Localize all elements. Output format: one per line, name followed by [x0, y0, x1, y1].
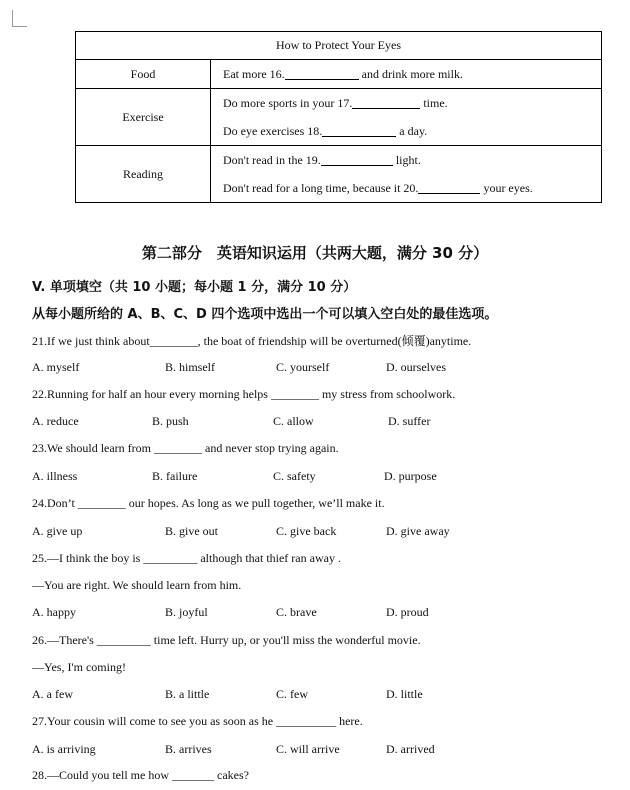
- option-d[interactable]: D. give away: [386, 524, 450, 538]
- question-reply: —Yes, I'm coming!: [32, 660, 126, 674]
- option-d[interactable]: D. suffer: [388, 414, 431, 428]
- question-stem: 23.We should learn from ________ and never stop trying again.: [32, 441, 339, 455]
- table-title-row: [76, 32, 602, 60]
- option-c[interactable]: C. will arrive: [276, 742, 340, 756]
- question-stem: 22.Running for half an hour every morning helps ________ my stress from schoolwork.: [32, 387, 456, 401]
- option-d[interactable]: D. ourselves: [386, 360, 446, 374]
- table-content: [211, 146, 602, 203]
- answer-blank: [285, 66, 359, 80]
- option-c[interactable]: C. yourself: [276, 360, 330, 374]
- table-line: Don't read for a long time, because it 20. your eyes.: [223, 181, 533, 195]
- protect-eyes-table: [75, 31, 602, 203]
- question-stem: 25.—I think the boy is _________ although that thief ran away .: [32, 551, 341, 565]
- option-a[interactable]: A. illness: [32, 469, 78, 483]
- table-row-exercise: [76, 89, 602, 146]
- option-a[interactable]: A. reduce: [32, 414, 79, 428]
- question-stem: 24.Don’t ________ our hopes. As long as we pull together, we’ll make it.: [32, 496, 385, 510]
- option-a[interactable]: A. a few: [32, 687, 73, 701]
- option-c[interactable]: C. give back: [276, 524, 337, 538]
- section-title: 第二部分 英语知识运用（共两大题，满分 30 分）: [141, 244, 489, 262]
- option-b[interactable]: B. give out: [165, 524, 218, 538]
- table-category: Reading: [76, 146, 211, 203]
- table-category: Exercise: [76, 89, 211, 146]
- option-b[interactable]: B. push: [152, 414, 189, 428]
- table-line: Eat more 16. and drink more milk.: [223, 67, 463, 81]
- table-line: Don't read in the 19. light.: [223, 153, 421, 167]
- part-heading: V. 单项填空（共 10 小题；每小题 1 分，满分 10 分）: [32, 280, 357, 295]
- table-category: Food: [76, 60, 211, 89]
- question-reply: —You are right. We should learn from him.: [32, 578, 242, 592]
- answer-blank: [322, 123, 396, 137]
- instruction: 从每小题所给的 A、B、C、D 四个选项中选出一个可以填入空白处的最佳选项。: [32, 307, 498, 322]
- table-content: [211, 89, 602, 146]
- option-d[interactable]: D. little: [386, 687, 423, 701]
- table-content: [211, 60, 602, 89]
- option-c[interactable]: C. brave: [276, 605, 317, 619]
- option-a[interactable]: A. give up: [32, 524, 83, 538]
- table-line: Do eye exercises 18. a day.: [223, 124, 428, 138]
- question-stem: 26.—There's _________ time left. Hurry up, or you'll miss the wonderful movie.: [32, 633, 421, 647]
- question-stem: 21.If we just think about________, the boat of friendship will be overturned(倾覆)anytime.: [32, 334, 472, 348]
- option-a[interactable]: A. is arriving: [32, 742, 96, 756]
- option-a[interactable]: A. happy: [32, 605, 76, 619]
- option-d[interactable]: D. arrived: [386, 742, 435, 756]
- answer-blank: [352, 95, 420, 109]
- option-a[interactable]: A. myself: [32, 360, 80, 374]
- corner-crop-mark: [12, 10, 27, 27]
- option-b[interactable]: B. failure: [152, 469, 198, 483]
- option-b[interactable]: B. a little: [165, 687, 210, 701]
- table-row-food: [76, 60, 602, 89]
- option-d[interactable]: D. purpose: [384, 469, 437, 483]
- answer-blank: [321, 152, 393, 166]
- option-c[interactable]: C. few: [276, 687, 308, 701]
- answer-blank: [418, 180, 480, 194]
- table-line: Do more sports in your 17. time.: [223, 96, 448, 110]
- option-b[interactable]: B. joyful: [165, 605, 208, 619]
- option-c[interactable]: C. allow: [273, 414, 314, 428]
- option-d[interactable]: D. proud: [386, 605, 429, 619]
- question-stem: 27.Your cousin will come to see you as soon as he __________ here.: [32, 714, 363, 728]
- option-c[interactable]: C. safety: [273, 469, 316, 483]
- option-b[interactable]: B. himself: [165, 360, 215, 374]
- option-b[interactable]: B. arrives: [165, 742, 212, 756]
- table-row-reading: [76, 146, 602, 203]
- table-title: How to Protect Your Eyes: [76, 32, 602, 60]
- question-stem: 28.—Could you tell me how _______ cakes?: [32, 768, 249, 782]
